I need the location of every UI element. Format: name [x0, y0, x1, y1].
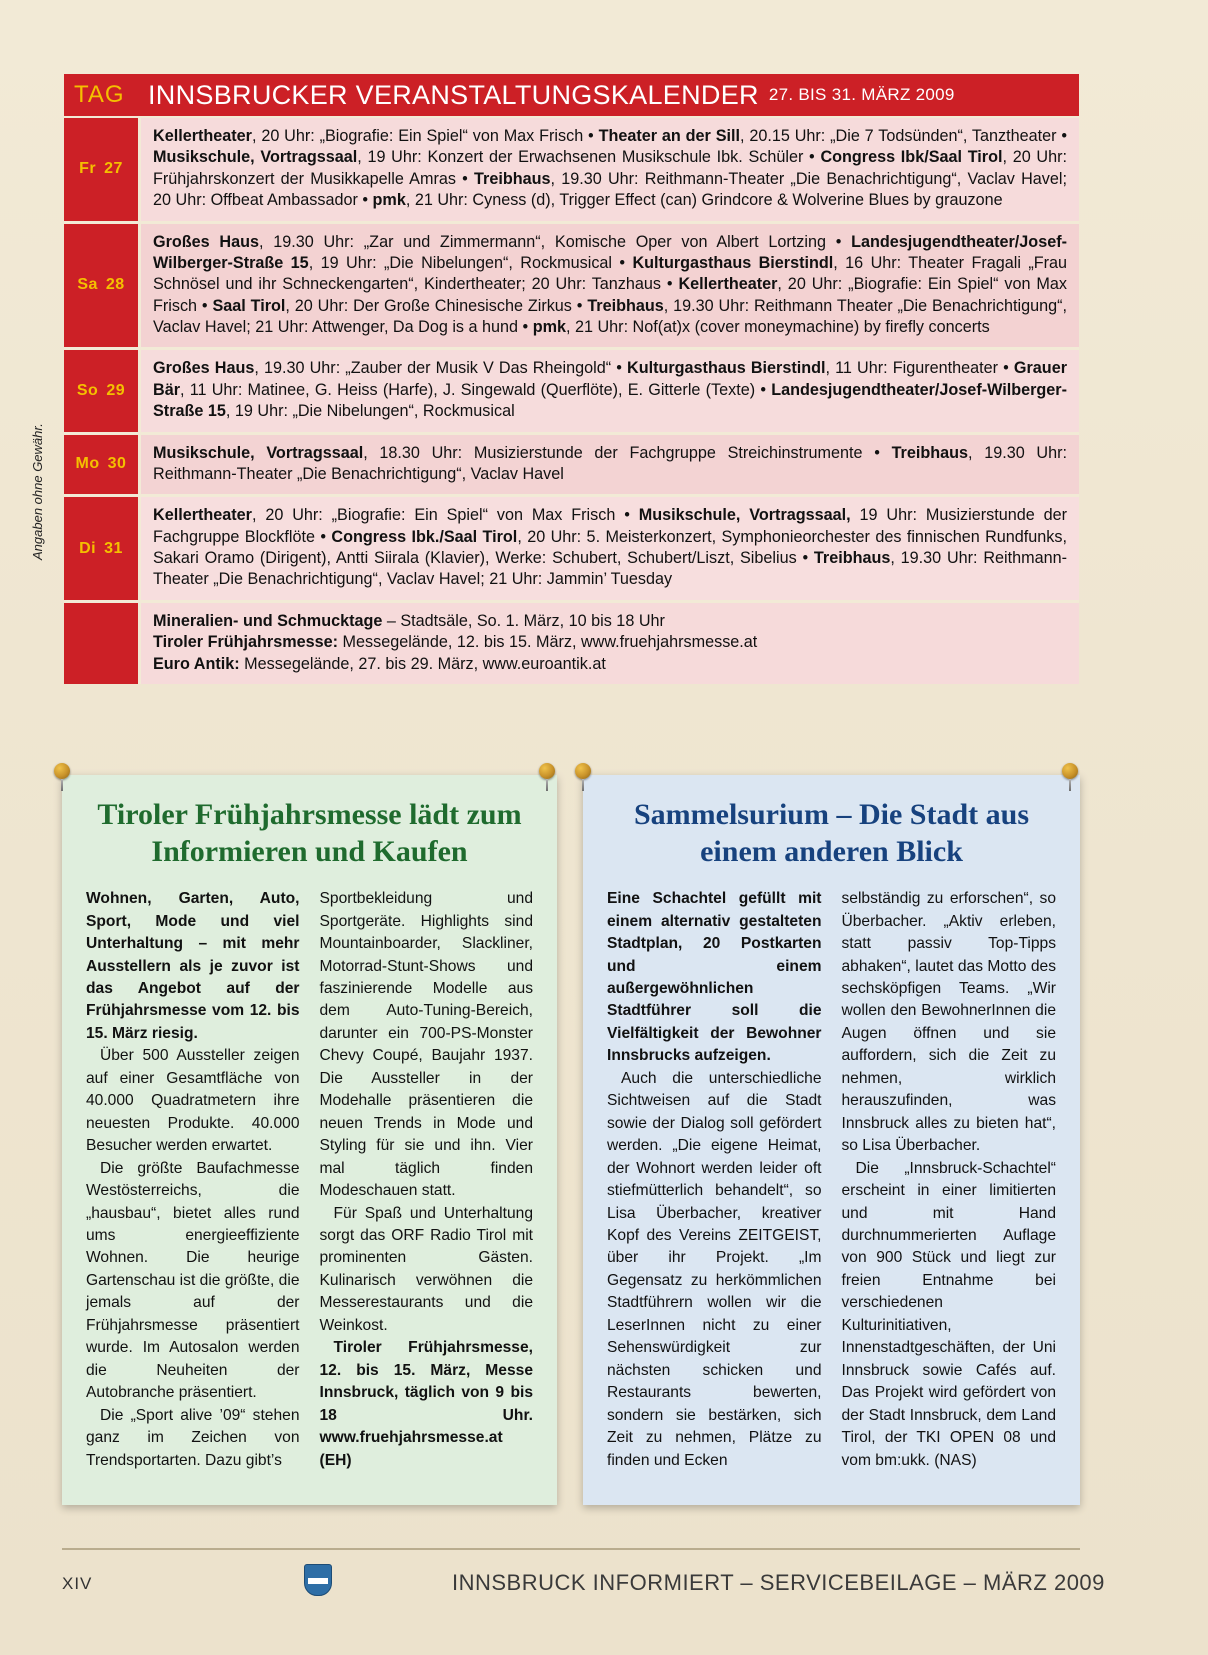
calendar-day-cell: [64, 118, 141, 221]
article-paragraph: Eine Schachtel gefüllt mit einem alternativ gestalteten Stadtplan, 20 Postkarten und einem außergewöhnlichen Stadtführer soll die Vielfältigkeit der Bewohner Innsbrucks aufzeigen.: [607, 890, 822, 1065]
page-number: XIV: [62, 1574, 93, 1593]
events-calendar: [64, 74, 1079, 684]
article-paragraph: Für Spaß und Unterhaltung sorgt das ORF Radio Tirol mit prominenten Gästen. Kulinarisch verwöhnen die Messerestaurants und die Weinkost.: [319, 1204, 533, 1334]
calendar-row: [64, 224, 1079, 351]
article-left-columns: [62, 876, 557, 1482]
calendar-day-number: 27: [104, 160, 123, 178]
calendar-row: [64, 118, 1079, 224]
article-right-column-1: [607, 888, 822, 1472]
calendar-events-text: Kellertheater, 20 Uhr: „Biografie: Ein Spiel“ von Max Frisch • Musikschule, Vortragssaal, 19 Uhr: Musizierstunde der Fachgruppe Blockflöte • Congress Ibk./Saal Tirol, 20 Uhr: 5. Meisterkonzert, Symphonieorchester des finnischen Rundfunks, Sakari Oramo (Dirigent), Antti Siirala (Klavier), Werke: Schubert, Schubert/Liszt, Sibelius • Treibhaus, 19.30 Uhr: Reithmann-Theater „Die Benachrichtigung“, Vaclav Havel; 21 Uhr: Jammin’ Tuesday: [141, 497, 1079, 600]
calendar-header: [64, 74, 1079, 118]
calendar-rows: [64, 118, 1079, 684]
article-paragraph: Die größte Baufachmesse Westösterreichs, die „hausbau“, bietet alles rund ums energieeffiziente Wohnen. Die heurige Gartenschau ist die größte, die jemals auf der Frühjahrsmesse präsentiert wurde. Im Autosalon werden die Neuheiten der Autobranche präsentiert.: [86, 1159, 300, 1402]
footer-title: INNSBRUCK INFORMIERT – SERVICEBEILAGE – MÄRZ 2009: [452, 1570, 1105, 1595]
calendar-day-number: 30: [107, 455, 127, 473]
calendar-row: [64, 435, 1079, 498]
calendar-day-number: 29: [106, 381, 126, 399]
footer-divider: [62, 1548, 1080, 1550]
pushpin-icon: [575, 763, 591, 789]
article-sammelsurium: [583, 775, 1080, 1505]
calendar-events-text: Mineralien- und Schmucktage – Stadtsäle, So. 1. März, 10 bis 18 Uhr Tiroler Frühjahrsmesse: Messegelände, 12. bis 15. März, www.fruehjahrsmesse.at Euro Antik: Messegelände, 27. bis 29. März, www.euroantik.at: [141, 603, 1079, 684]
pushpin-icon: [1062, 763, 1078, 789]
article-paragraph: Sportbekleidung und Sportgeräte. Highlights sind Mountainboarder, Slackliner, Motorrad-Stunt-Shows und faszinierende Modelle aus dem Auto-Tuning-Bereich, darunter ein 700-PS-Monster Chevy Coupé, Baujahr 1937. Die Aussteller in der Modehalle präsentieren die neuen Trends in Mode und Styling für sie und ihn. Vier mal täglich finden Modeschauen statt.: [319, 890, 533, 1200]
disclaimer-note: Angaben ohne Gewähr.: [30, 423, 45, 560]
page-footer: [62, 1562, 1105, 1622]
article-fruehjahrsmesse: [62, 775, 557, 1505]
calendar-day-name: Sa: [77, 276, 98, 294]
calendar-row: [64, 350, 1079, 434]
calendar-day-cell: [64, 224, 141, 348]
city-crest-icon: [304, 1564, 332, 1598]
article-left-column-2: [320, 888, 534, 1472]
calendar-tag-label: TAG: [74, 81, 125, 108]
calendar-events-text: Großes Haus, 19.30 Uhr: „Zauber der Musik V Das Rheingold“ • Kulturgasthaus Bierstindl, 11 Uhr: Figurentheater • Grauer Bär, 11 Uhr: Matinee, G. Heiss (Harfe), J. Singewald (Querflöte), E. Gitterle (Texte) • Landesjugendtheater/Josef-Wilberger-Straße 15, 19 Uhr: „Die Nibelungen“, Rockmusical: [141, 350, 1079, 431]
calendar-title: INNSBRUCKER VERANSTALTUNGSKALENDER: [148, 79, 759, 110]
article-paragraph: Die „Sport alive ’09“ stehen ganz im Zeichen von Trendsportarten. Dazu gibt’s: [86, 1406, 300, 1469]
calendar-day-cell: [64, 603, 141, 684]
calendar-day-cell: [64, 350, 141, 431]
calendar-events-text: Kellertheater, 20 Uhr: „Biografie: Ein Spiel“ von Max Frisch • Theater an der Sill, 20.15 Uhr: „Die 7 Todsünden“, Tanztheater • Musikschule, Vortragssaal, 19 Uhr: Konzert der Erwachsenen Musikschule Ibk. Schüler • Congress Ibk/Saal Tirol, 20 Uhr: Frühjahrskonzert der Musikkapelle Amras • Treibhaus, 19.30 Uhr: Reithmann-Theater „Die Benachrichtigung“, Vaclav Havel; 20 Uhr: Offbeat Ambassador • pmk, 21 Uhr: Cyness (d), Trigger Effect (can) Grindcore & Wolverine Blues by grauzone: [141, 118, 1079, 221]
pushpin-icon: [54, 763, 70, 789]
calendar-day-cell: [64, 435, 141, 495]
calendar-day-name: Mo: [75, 455, 100, 473]
article-right-columns: [583, 876, 1080, 1482]
article-paragraph: Tiroler Frühjahrsmesse, 12. bis 15. März, Messe Innsbruck, täglich von 9 bis 18 Uhr. www.fruehjahrsmesse.at (EH): [319, 1339, 533, 1469]
calendar-day-number: 28: [105, 276, 125, 294]
calendar-row: [64, 497, 1079, 603]
calendar-day-name: So: [76, 381, 99, 399]
calendar-events-text: Musikschule, Vortragssaal, 18.30 Uhr: Musizierstunde der Fachgruppe Streichinstrumente • Treibhaus, 19.30 Uhr: Reithmann-Theater „Die Benachrichtigung“, Vaclav Havel: [141, 435, 1079, 495]
calendar-day-number: 31: [104, 539, 123, 557]
article-paragraph: Die „Innsbruck-Schachtel“ erscheint in einer limitierten und mit Hand durchnummerierten Auflage von 900 Stück und liegt zur freien Entnahme bei verschiedenen Kulturinitiativen, Innenstadtgeschäften, der Uni Innsbruck sowie Cafés auf. Das Projekt wird gefördert von der Stadt Innsbruck, dem Land Tirol, der TKI OPEN 08 und vom bm:ukk. (NAS): [841, 1159, 1056, 1469]
article-left-headline: Tiroler Frühjahrsmesse lädt zum Informieren und Kaufen: [97, 798, 522, 868]
calendar-date-range: 27. BIS 31. MÄRZ 2009: [768, 85, 955, 104]
article-paragraph: Über 500 Aussteller zeigen auf einer Gesamtfläche von 40.000 Quadratmetern ihre neuesten Produkte. 40.000 Besucher werden erwartet.: [86, 1047, 300, 1155]
article-right-column-2: [842, 888, 1057, 1472]
calendar-row: [64, 603, 1079, 684]
calendar-day-cell: [64, 497, 141, 600]
article-paragraph: selbständig zu erforschen“, so Überbacher. „Aktiv erleben, statt passiv Top-Tipps abhaken“, lautet das Motto des sechsköpfigen Teams. „Wir wollen den BewohnerInnen die Augen öffnen und sie auffordern, sich die Zeit zu nehmen, wirklich herauszufinden, was Innsbruck alles zu bieten hat“, so Lisa Überbacher.: [841, 890, 1056, 1155]
article-left-column-1: [86, 888, 300, 1472]
calendar-day-name: Di: [79, 539, 97, 557]
article-paragraph: Wohnen, Garten, Auto, Sport, Mode und viel Unterhaltung – mit mehr Ausstellern als je zuvor ist das Angebot auf der Frühjahrsmesse vom 12. bis 15. März riesig.: [86, 890, 300, 1042]
article-paragraph: Auch die unterschiedliche Sichtweisen auf die Stadt sowie der Dialog soll gefördert werden. „Die eigene Heimat, der Wohnort werden leider oft stiefmütterlich behandelt“, so Lisa Überbacher, kreativer Kopf des Vereins ZEITGEIST, über ihr Projekt. „Im Gegensatz zu herkömmlichen Stadtführern wollen wir die LeserInnen nicht zu einer Sehenswürdigkeit zur nächsten schicken und Restaurants bewerten, sondern sie bestärken, sich Zeit zu nehmen, Plätze zu finden und Ecken: [607, 1069, 822, 1469]
article-right-headline: Sammelsurium – Die Stadt aus einem anderen Blick: [633, 798, 1030, 868]
calendar-day-name: Fr: [79, 160, 97, 178]
pushpin-icon: [539, 763, 555, 789]
calendar-events-text: Großes Haus, 19.30 Uhr: „Zar und Zimmermann“, Komische Oper von Albert Lortzing • Landesjugendtheater/Josef-Wilberger-Straße 15, 19 Uhr: „Die Nibelungen“, Rockmusical • Kulturgasthaus Bierstindl, 16 Uhr: Theater Fragali „Frau Schnösel und ihr Schneckengarten“, Kindertheater; 20 Uhr: Tanzhaus • Kellertheater, 20 Uhr: „Biografie: Ein Spiel“ von Max Frisch • Saal Tirol, 20 Uhr: Der Große Chinesische Zirkus • Treibhaus, 19.30 Uhr: Reithmann Theater „Die Benachrichtigung“, Vaclav Havel; 21 Uhr: Attwenger, Da Dog is a hund • pmk, 21 Uhr: Nof(at)x (cover moneymachine) by firefly concerts: [141, 224, 1079, 348]
